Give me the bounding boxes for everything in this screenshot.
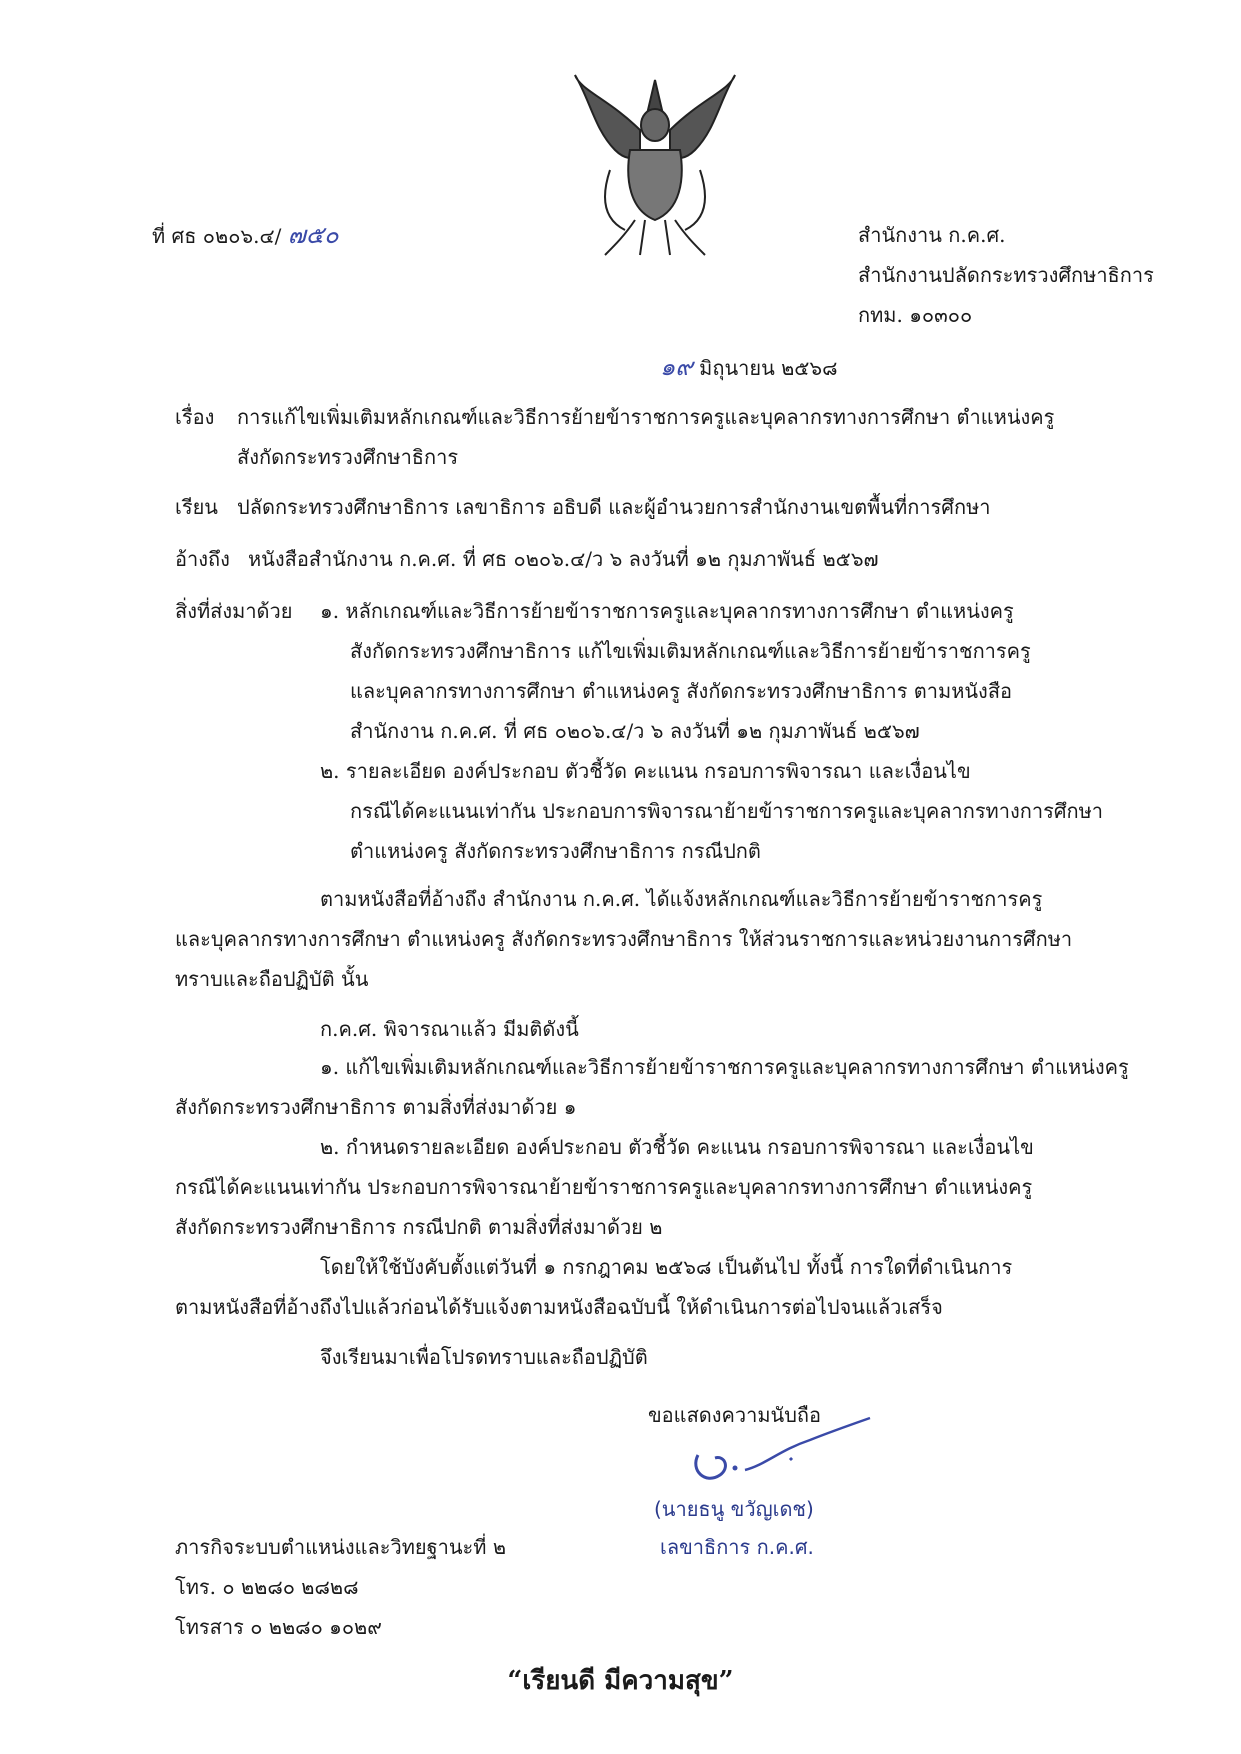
subject-line-2: สังกัดกระทรวงศึกษาธิการ	[237, 445, 459, 469]
letter-date	[660, 354, 838, 381]
subject-label: เรื่อง	[175, 405, 215, 429]
body-para-4-line-3: สังกัดกระทรวงศึกษาธิการ กรณีปกติ ตามสิ่งที่ส่งมาด้วย ๒	[175, 1215, 663, 1239]
footer-phone: โทร. ๐ ๒๒๘๐ ๒๘๒๘	[175, 1575, 359, 1599]
body-para-4-line-1: ๒. กำหนดรายละเอียด องค์ประกอบ ตัวชี้วัด คะแนน กรอบการพิจารณา และเงื่อนไข	[320, 1135, 1034, 1159]
signer-title: เลขาธิการ ก.ค.ศ.	[660, 1535, 814, 1559]
body-para-1-line-3: ทราบและถือปฏิบัติ นั้น	[175, 967, 369, 991]
signature-icon	[680, 1410, 880, 1490]
footer-motto: “เรียนดี มีความสุข”	[507, 1666, 734, 1696]
garuda-emblem-icon	[570, 70, 740, 260]
reference-handwritten-number: ๗๕๐	[287, 221, 339, 249]
body-para-5-line-2: ตามหนังสือที่อ้างถึงไปแล้วก่อนได้รับแจ้งตามหนังสือฉบับนี้ ให้ดำเนินการต่อไปจนแล้วเสร็จ	[175, 1295, 943, 1319]
date-month-year: มิถุนายน ๒๕๖๘	[699, 356, 838, 380]
enclosure-1-line-1: ๑. หลักเกณฑ์และวิธีการย้ายข้าราชการครูและบุคลากรทางการศึกษา ตำแหน่งครู	[320, 599, 1014, 623]
addressee-label: เรียน	[175, 495, 218, 519]
body-para-6: จึงเรียนมาเพื่อโปรดทราบและถือปฏิบัติ	[320, 1345, 648, 1369]
enclosure-1-line-4: สำนักงาน ก.ค.ศ. ที่ ศธ ๐๒๐๖.๔/ว ๖ ลงวันที่ ๑๒ กุมภาพันธ์ ๒๕๖๗	[350, 719, 920, 743]
subject-line-1: การแก้ไขเพิ่มเติมหลักเกณฑ์และวิธีการย้ายข้าราชการครูและบุคลากรทางการศึกษา ตำแหน่งครู	[237, 405, 1055, 429]
closing-regards: ขอแสดงความนับถือ	[648, 1403, 822, 1427]
enclosure-2-line-1: ๒. รายละเอียด องค์ประกอบ ตัวชี้วัด คะแนน กรอบการพิจารณา และเงื่อนไข	[320, 759, 971, 783]
footer-fax: โทรสาร ๐ ๒๒๘๐ ๑๐๒๙	[175, 1615, 382, 1639]
enclosures-label: สิ่งที่ส่งมาด้วย	[175, 599, 293, 623]
reference-label: อ้างถึง	[175, 547, 230, 571]
office-line-1: สำนักงาน ก.ค.ศ.	[858, 223, 1006, 247]
enclosure-2-line-2: กรณีได้คะแนนเท่ากัน ประกอบการพิจารณาย้ายข้าราชการครูและบุคลากรทางการศึกษา	[350, 799, 1104, 823]
enclosure-2-line-3: ตำแหน่งครู สังกัดกระทรวงศึกษาธิการ กรณีปกติ	[350, 839, 761, 863]
body-para-5-line-1: โดยให้ใช้บังคับตั้งแต่วันที่ ๑ กรกฎาคม ๒๕๖๘ เป็นต้นไป ทั้งนี้ การใดที่ดำเนินการ	[320, 1255, 1013, 1279]
body-para-3-line-2: สังกัดกระทรวงศึกษาธิการ ตามสิ่งที่ส่งมาด้วย ๑	[175, 1095, 577, 1119]
reference-prefix: ที่ ศธ ๐๒๐๖.๔/	[152, 224, 282, 248]
reference-number	[152, 222, 339, 249]
signer-name: (นายธนู ขวัญเดช)	[654, 1497, 814, 1521]
office-line-3: กทม. ๑๐๓๐๐	[858, 303, 973, 327]
enclosure-1-line-3: และบุคลากรทางการศึกษา ตำแหน่งครู สังกัดกระทรวงศึกษาธิการ ตามหนังสือ	[350, 679, 1013, 703]
body-para-3-line-1: ๑. แก้ไขเพิ่มเติมหลักเกณฑ์และวิธีการย้ายข้าราชการครูและบุคลากรทางการศึกษา ตำแหน่งครู	[320, 1055, 1129, 1079]
body-para-1-line-2: และบุคลากรทางการศึกษา ตำแหน่งครู สังกัดกระทรวงศึกษาธิการ ให้ส่วนราชการและหน่วยงานการศึกษา	[175, 927, 1073, 951]
reference-text: หนังสือสำนักงาน ก.ค.ศ. ที่ ศธ ๐๒๐๖.๔/ว ๖ ลงวันที่ ๑๒ กุมภาพันธ์ ๒๕๖๗	[248, 547, 879, 571]
body-para-4-line-2: กรณีได้คะแนนเท่ากัน ประกอบการพิจารณาย้ายข้าราชการครูและบุคลากรทางการศึกษา ตำแหน่งครู	[175, 1175, 1033, 1199]
body-para-1-line-1: ตามหนังสือที่อ้างถึง สำนักงาน ก.ค.ศ. ได้แจ้งหลักเกณฑ์และวิธีการย้ายข้าราชการครู	[320, 887, 1043, 911]
addressee-text: ปลัดกระทรวงศึกษาธิการ เลขาธิการ อธิบดี และผู้อำนวยการสำนักงานเขตพื้นที่การศึกษา	[237, 495, 991, 519]
date-day-handwritten: ๑๙	[660, 353, 693, 381]
body-para-2: ก.ค.ศ. พิจารณาแล้ว มีมติดังนี้	[320, 1017, 579, 1041]
office-line-2: สำนักงานปลัดกระทรวงศึกษาธิการ	[858, 263, 1154, 287]
enclosure-1-line-2: สังกัดกระทรวงศึกษาธิการ แก้ไขเพิ่มเติมหลักเกณฑ์และวิธีการย้ายข้าราชการครู	[350, 639, 1031, 663]
footer-department: ภารกิจระบบตำแหน่งและวิทยฐานะที่ ๒	[175, 1535, 507, 1559]
